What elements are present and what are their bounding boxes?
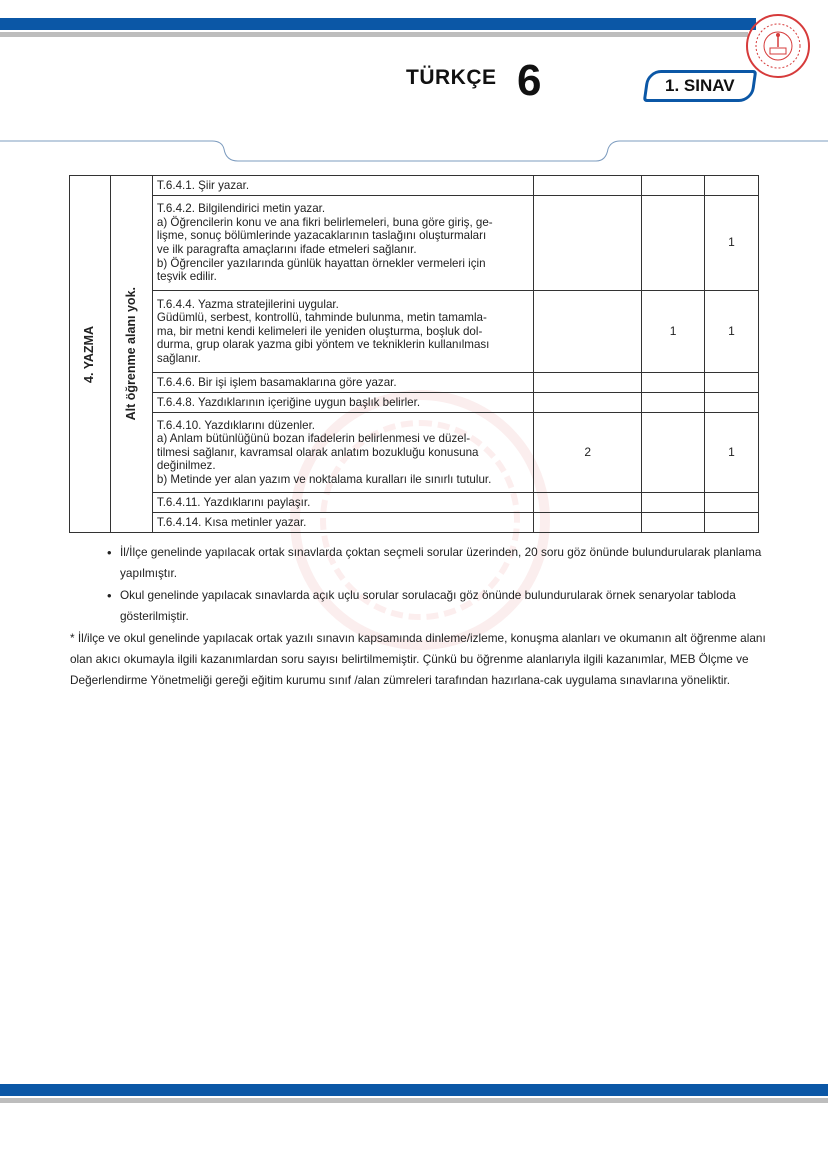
count-cell [534, 513, 642, 533]
outcome-text: sağlanır. [156, 351, 201, 365]
ministry-seal-icon [746, 14, 810, 78]
table-row [70, 413, 759, 493]
outcome-title: T.6.4.2. Bilgilendirici metin yazar. [156, 202, 326, 216]
table-row [70, 373, 759, 393]
count-cell [534, 196, 642, 291]
exam-tab-label: 1. SINAV [665, 76, 735, 95]
table-row [70, 513, 759, 533]
outcome-text: a) Öğrencilerin konu ve ana fikri belirlemeleri, buna göre giriş, ge- [156, 215, 493, 229]
outcome-text: lişme, sonuç bölümlerinde yazacaklarının taslağını oluşturmaları [156, 229, 487, 243]
outcome-cell [152, 393, 533, 413]
count-cell [705, 373, 759, 393]
notes-list [70, 542, 770, 627]
table-row [70, 196, 759, 291]
count-cell [534, 291, 642, 373]
footer-blue-bar [0, 1084, 828, 1096]
outcome-cell [152, 373, 533, 393]
count-cell: 1 [705, 291, 759, 373]
count-cell [705, 176, 759, 196]
count-cell: 1 [705, 413, 759, 493]
outcome-text: T.6.4.1. Şiir yazar. [156, 178, 250, 192]
outcome-text: b) Öğrenciler yazılarında günlük hayattan örnekler vermeleri için [156, 256, 486, 270]
learning-area-label: 4. YAZMA [82, 325, 97, 383]
sub-learning-area-label: Alt öğrenme alanı yok. [123, 287, 138, 421]
outcome-text: tilmesi sağlanır, kavramsal olarak anlatım bozukluğu konusuna [156, 445, 479, 459]
outcome-title: T.6.4.10. Yazdıklarını düzenler. [156, 418, 316, 432]
outcome-text: Güdümlü, serbest, kontrollü, tahminde bulunma, metin tamamla- [156, 311, 487, 325]
outcome-text: değinilmez. [156, 459, 216, 473]
count-cell [705, 493, 759, 513]
count-cell [642, 413, 705, 493]
outcome-cell [152, 196, 533, 291]
footer-gray-bar [0, 1098, 828, 1103]
note-bullet: • Okul genelinde yapılacak sınavlarda açık uçlu sorular sorulacağı göz önünde bulundurularak örnek senaryolar tabloda gösterilmiştir. [120, 585, 770, 627]
outcomes-table [69, 175, 759, 533]
header-gray-bar [0, 32, 748, 37]
outcome-text: T.6.4.14. Kısa metinler yazar. [156, 515, 307, 529]
outcome-cell [152, 493, 533, 513]
count-cell [534, 176, 642, 196]
outcome-text: durma, grup olarak yazma gibi yöntem ve tekniklerin kullanılması [156, 338, 490, 352]
table-row [70, 393, 759, 413]
outcome-text: T.6.4.8. Yazdıklarının içeriğine uygun başlık belirler. [156, 395, 421, 409]
count-cell [534, 393, 642, 413]
outcome-cell [152, 513, 533, 533]
header-blue-bar [0, 18, 756, 30]
outcome-title: T.6.4.4. Yazma stratejilerini uygular. [156, 297, 339, 311]
outcome-text: a) Anlam bütünlüğünü bozan ifadelerin belirlenmesi ve düzel- [156, 432, 471, 446]
count-cell: 1 [642, 291, 705, 373]
count-cell [642, 176, 705, 196]
grade-number: 6 [517, 56, 542, 105]
table-row [70, 493, 759, 513]
count-cell [642, 393, 705, 413]
count-cell [705, 513, 759, 533]
notes-section [70, 542, 770, 691]
count-cell [642, 373, 705, 393]
count-cell [642, 196, 705, 291]
count-cell [705, 393, 759, 413]
table-row [70, 291, 759, 373]
outcome-text: T.6.4.6. Bir işi işlem basamaklarına göre yazar. [156, 375, 397, 389]
sub-learning-area-cell [110, 176, 152, 533]
count-cell: 2 [534, 413, 642, 493]
table-row [70, 176, 759, 196]
count-cell [534, 493, 642, 513]
outcome-cell [152, 413, 533, 493]
subject-title: TÜRKÇE [406, 66, 497, 89]
outcome-text: b) Metinde yer alan yazım ve noktalama kuralları ile sınırlı tutulur. [156, 472, 492, 486]
exam-tab [643, 70, 757, 102]
outcome-text: teşvik edilir. [156, 270, 217, 284]
count-cell [642, 513, 705, 533]
outcome-cell [152, 291, 533, 373]
outcome-text: ma, bir metni kendi kelimeleri ile yeniden oluşturma, boşluk dol- [156, 324, 483, 338]
note-bullet: • İl/İlçe genelinde yapılacak ortak sınavlarda çoktan seçmeli sorular üzerinden, 20 soru göz önünde bulundurularak planlama yapılmıştır. [120, 542, 770, 584]
outcome-text: ve ilk paragrafta amaçlarını ifade etmeleri sağlanır. [156, 243, 417, 256]
count-cell: 1 [705, 196, 759, 291]
outcome-cell [152, 176, 533, 196]
footnote: * İl/ilçe ve okul genelinde yapılacak ortak yazılı sınavın kapsamında dinleme/izleme, konuşma alanları ve okumanın alt öğrenme alanı olan akıcı okumayla ilgili kazanımlardan soru sayısı belirtilmemiştir. Çünkü bu öğrenme alanlarıyla ilgili kazanımlar, MEB Ölçme ve Değerlendirme Yönetmeliği gereği eğitim kurumu sınıf /alan zümreleri tarafından hazırlana-cak uygulama sınavlarına yöneliktir. [70, 631, 766, 687]
outcome-text: T.6.4.11. Yazdıklarını paylaşır. [156, 495, 311, 509]
header-separator [0, 135, 828, 167]
count-cell [642, 493, 705, 513]
learning-area-cell [70, 176, 111, 533]
count-cell [534, 373, 642, 393]
